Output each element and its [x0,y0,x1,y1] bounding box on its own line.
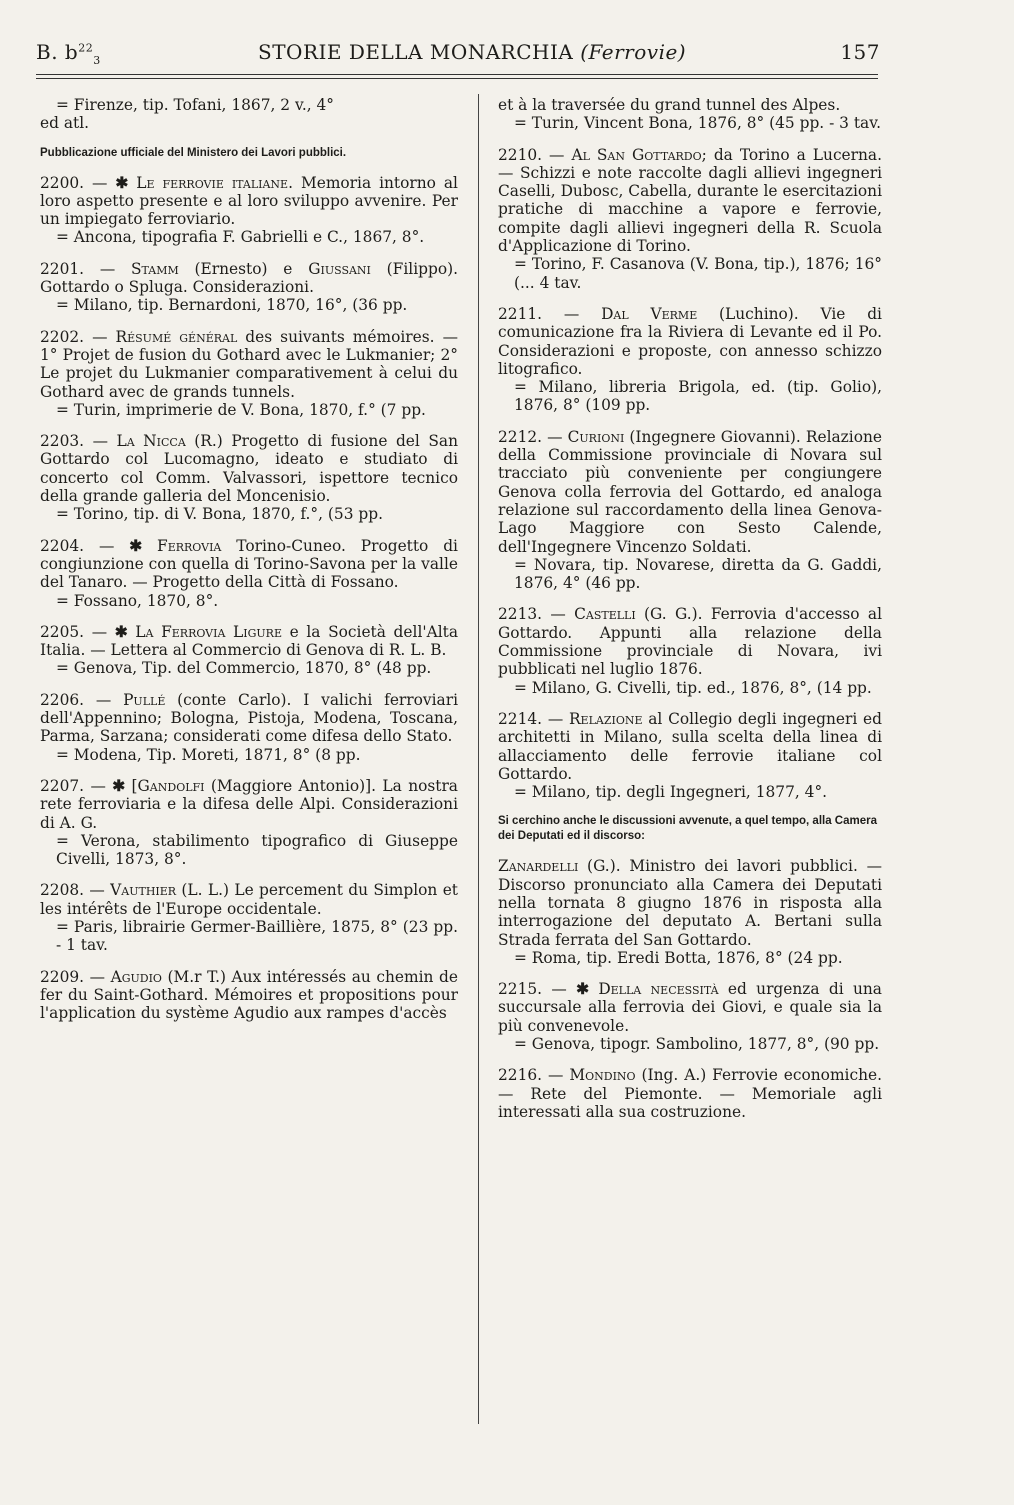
entry-heading: Al San Gottardo [571,145,702,164]
entry-heading: Ferrovia [142,536,222,555]
entry-2214: 2214. — Relazione al Collegio degli ingegneri ed architetti in Milano, sulla scelta della linea di allacciamento delle ferrovie italiane col Gottardo. = Milano, tip. degli Ingegneri, 1877, 4°. [498,709,882,802]
imprint: = Paris, librairie Germer-Baillière, 1875, 8° (23 pp. - 1 tav. [56,917,458,955]
imprint: = Torino, tip. di V. Bona, 1870, f.°, (53 pp. [56,505,383,524]
author-name: Castelli [574,605,636,624]
author-name: Curioni [567,427,625,446]
author-name: Zanardelli [498,857,579,876]
imprint: = Milano, G. Civelli, tip. ed., 1876, 8°, (14 pp. [514,678,872,697]
asterisk-icon: ✱ [112,776,126,795]
entry-heading: Le ferrovie italiane. [128,173,293,192]
author-name: Giussani [308,259,371,278]
author-name: La Nicca [116,432,186,451]
running-title-section: (Ferrovie) [580,40,687,64]
entry-2207: 2207. — ✱ [Gandolfi (Maggiore Antonio)]. La nostra rete ferroviaria e la difesa delle Alpi. Considerazioni di A. G. = Verona, stabilimento tipografico di Giuseppe Civelli, 1873, 8°. [40,776,458,869]
entry-2216: 2216. — Mondino (Ing. A.) Ferrovie economiche. — Rete del Piemonte. — Memoriale agli interessati alla sua costruzione. [498,1066,882,1121]
imprint: = Roma, tip. Eredi Botta, 1876, 8° (24 pp. [514,948,843,967]
entry-heading: Relazione [568,709,643,728]
asterisk-icon: ✱ [114,622,128,641]
editorial-note: Pubblicazione ufficiale del Ministero dei Lavori pubblici. [40,146,347,159]
entry-2212: 2212. — Curioni (Ingegnere Giovanni). Relazione della Commissione provinciale di Novara sul tracciato più conveniente per congiungere Genova colla ferrovia del Gottardo, ed analoga relazione sul raccordamento della linea Genova-Lago Maggiore con Sesto Calende, dell'Ingegnere Vincenzo Soldati. = Novara, tip. Novarese, diretta da G. Gaddi, 1876, 4° (46 pp. [498,427,882,593]
entry-2201: 2201. — Stamm (Ernesto) e Giussani (Filippo). Gottardo o Spluga. Considerazioni. = Milano, tip. Bernardoni, 1870, 16°, (36 pp. [40,259,458,315]
entry-2208: 2208. — Vauthier (L. L.) Le percement du Simplon et les intérêts de l'Europe occidentale. = Paris, librairie Germer-Baillière, 1875, 8° (23 pp. - 1 tav. [40,881,458,955]
entry-2215: 2215. — ✱ Della necessità ed urgenza di una succursale alla ferrovia dei Giovi, e quale sia la più convenevole. = Genova, tipogr. Sambolino, 1877, 8°, (90 pp. [498,980,882,1054]
entry-continuation: = Firenze, tip. Tofani, 1867, 2 v., 4° ed atl. [40,96,335,133]
header-rule [36,74,878,75]
imprint: = Milano, libreria Brigola, ed. (tip. Golio), 1876, 8° (109 pp. [514,378,882,415]
left-column [40,96,458,1035]
entry-heading: Résumé général [115,327,238,346]
right-column [498,96,882,1134]
signature-sup: 22 [78,41,94,55]
asterisk-icon: ✱ [115,173,129,192]
imprint: = Turin, Vincent Bona, 1876, 8° (45 pp. - 3 tav. [514,114,881,133]
editorial-note: Si cerchino anche le discussioni avvenute, a quel tempo, alla Camera dei Deputati ed il discorso: [498,815,878,843]
entry-heading: Della necessità [589,980,719,999]
entry-2209: 2209. — Agudio (M.r T.) Aux intéressés au chemin de fer du Saint-Gothard. Mémoires et propositions pour l'application du système Agudio aux rampes d'accès [40,967,458,1023]
page-number: 157 [840,40,880,64]
signature-mark: B. $b^{22}_3$ [36,40,101,67]
imprint: = Torino, F. Casanova (V. Bona, tip.), 1876; 16° (... 4 tav. [514,255,882,292]
asterisk-icon: ✱ [576,980,589,999]
author-name: [Gandolfi [125,776,205,795]
column-divider [478,94,479,1424]
header-rule [36,78,878,79]
imprint: = Turin, imprimerie de V. Bona, 1870, f.° (7 pp. [56,400,426,419]
imprint: = Ancona, tipografia F. Gabrielli e C., 1867, 8°. [56,228,425,247]
author-name: Agudio [110,967,162,986]
imprint: = Novara, tip. Novarese, diretta da G. Gaddi, 1876, 4° (46 pp. [514,555,882,593]
author-name: Dal Verme [601,304,698,323]
entry-2205: 2205. — ✱ La Ferrovia Ligure e la Società dell'Alta Italia. — Lettera al Commercio di Genova di R. L. B. = Genova, Tip. del Commercio, 1870, 8° (48 pp. [40,622,458,678]
imprint: = Genova, tipogr. Sambolino, 1877, 8°, (90 pp. [514,1035,880,1054]
entry-2206: 2206. — Pullé (conte Carlo). I valichi ferroviari dell'Appennino; Bologna, Pistoja, Modena, Toscana, Parma, Sarzana; considerati come difesa dello Stato. = Modena, Tip. Moreti, 1871, 8° (8 pp. [40,690,458,764]
author-name: Vauthier [110,881,177,900]
imprint: = Fossano, 1870, 8°. [56,591,219,610]
entry-2211: 2211. — Dal Verme (Luchino). Vie di comunicazione fra la Riviera di Levante ed il Po. Considerazioni e proposte, con annesso schizzo litografico. = Milano, libreria Brigola, ed. (tip. Golio), 1876, 8° (109 pp. [498,304,882,415]
author-name: Pullé [123,690,166,709]
entry-2202: 2202. — Résumé général des suivants mémoires. — 1° Projet de fusion du Gothard avec le Lukmanier; 2° Le projet du Lukmanier comparativement à celui du Gothard avec de grands tunnels. = Turin, imprimerie de V. Bona, 1870, f.° (7 pp. [40,327,458,419]
author-name: Mondino [569,1066,636,1085]
imprint: = Verona, stabilimento tipografico di Giuseppe Civelli, 1873, 8°. [56,831,458,869]
running-title: STORIE DELLA MONARCHIA (Ferrovie) [258,40,687,64]
signature-sub: 3 [93,54,101,67]
entry-2204: 2204. — ✱ Ferrovia Torino-Cuneo. Progetto di congiunzione con quella di Torino-Savona per la valle del Tanaro. — Progetto della Città di Fossano. = Fossano, 1870, 8°. [40,536,458,610]
entry-2203: 2203. — La Nicca (R.) Progetto di fusione del San Gottardo col Lucomagno, ideato e studiato di concerto col Comm. Valvassori, ispettore tecnico della grande galleria del Moncenisio. = Torino, tip. di V. Bona, 1870, f.°, (53 pp. [40,432,458,524]
running-header [36,40,880,72]
entry-2200: 2200. — ✱ Le ferrovie italiane. Memoria intorno al loro aspetto presente e al loro sviluppo avvenire. Per un impiegato ferroviario. = Ancona, tipografia F. Gabrielli e C., 1867, 8°. [40,173,458,247]
imprint: = Milano, tip. degli Ingegneri, 1877, 4°. [514,783,828,802]
imprint: = Modena, Tip. Moreti, 1871, 8° (8 pp. [56,745,361,764]
imprint: = Milano, tip. Bernardoni, 1870, 16°, (36 pp. [56,296,408,315]
entry-continuation: et à la traversée du grand tunnel des Alpes. = Turin, Vincent Bona, 1876, 8° (45 pp. - 3 tav. [498,96,881,133]
entry-heading: La Ferrovia Ligure [127,622,282,641]
author-name: Stamm [131,259,179,278]
entry-2213: 2213. — Castelli (G. G.). Ferrovia d'accesso al Gottardo. Appunti alla relazione della Commissione provinciale di Novara, ivi pubblicati nel luglio 1876. = Milano, G. Civelli, tip. ed., 1876, 8°, (14 pp. [498,605,882,697]
entry-2210: 2210. — Al San Gottardo; da Torino a Lucerna. — Schizzi e note raccolte dagli allievi ingegneri Caselli, Dubosc, Cabella, durante le esercitazioni pratiche di macchine a vapore e ferrovie, compite dagli allievi ingegneri della R. Scuola d'Applicazione di Torino. = Torino, F. Casanova (V. Bona, tip.), 1876; 16° (... 4 tav. [498,145,883,292]
entry-zanardelli: Zanardelli (G.). Ministro dei lavori pubblici. — Discorso pronunciato alla Camera dei Deputati nella tornata 8 giugno 1876 in risposta alla interrogazione del deputato A. Bertani sulla Strada ferrata del San Gottardo. = Roma, tip. Eredi Botta, 1876, 8° (24 pp. [498,857,882,967]
imprint: = Genova, Tip. del Commercio, 1870, 8° (48 pp. [56,659,432,678]
asterisk-icon: ✱ [129,536,143,555]
